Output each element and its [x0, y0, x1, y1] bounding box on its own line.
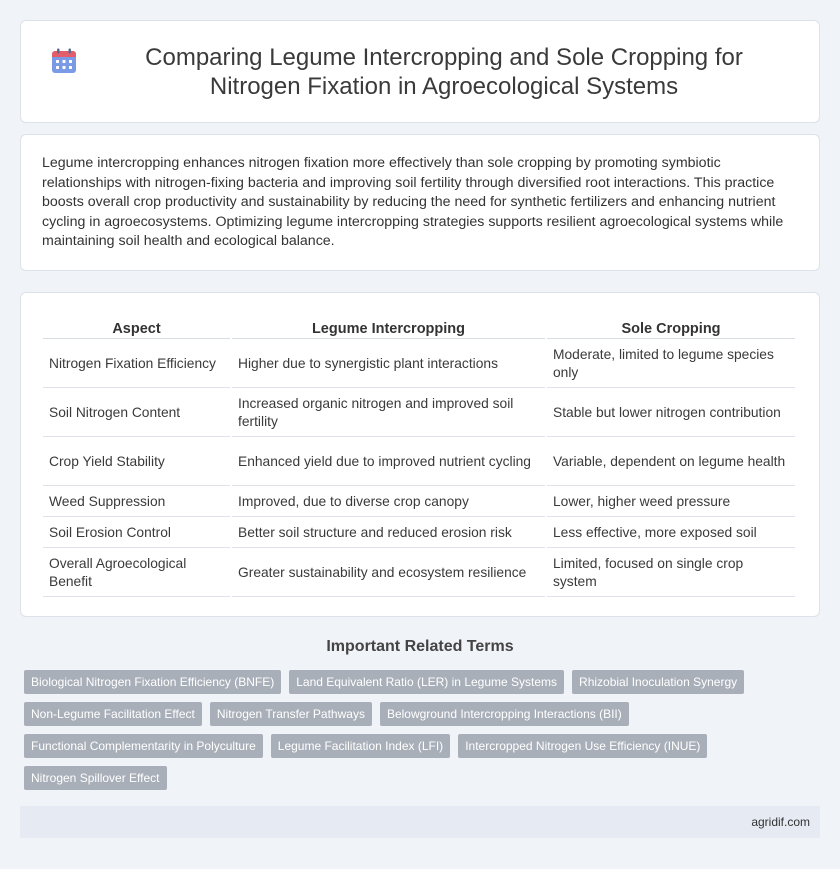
related-term-tag[interactable]: Biological Nitrogen Fixation Efficiency (BNFE)	[24, 670, 281, 694]
footer-site-link[interactable]: agridif.com	[751, 815, 810, 829]
table-cell: Less effective, more exposed soil	[547, 519, 795, 548]
table-cell: Overall Agroecological Benefit	[43, 550, 230, 597]
related-terms-title: Important Related Terms	[326, 638, 514, 655]
table-row	[43, 341, 795, 388]
header	[21, 21, 819, 122]
related-term-tag[interactable]: Land Equivalent Ratio (LER) in Legume Systems	[289, 670, 564, 694]
table-row	[43, 488, 795, 517]
related-term-tag[interactable]: Functional Complementarity in Polyculture	[24, 734, 263, 758]
related-term-tag[interactable]: Legume Facilitation Index (LFI)	[271, 734, 450, 758]
column-header-legume-intercropping: Legume Intercropping	[232, 317, 545, 339]
table-cell: Greater sustainability and ecosystem resilience	[232, 550, 545, 597]
table-row	[43, 439, 795, 486]
table-cell: Improved, due to diverse crop canopy	[232, 488, 545, 517]
table-row	[43, 390, 795, 437]
table-cell: Crop Yield Stability	[43, 439, 230, 486]
table-cell: Enhanced yield due to improved nutrient cycling	[232, 439, 545, 486]
header-card	[20, 20, 820, 123]
related-term-tag[interactable]: Belowground Intercropping Interactions (BII)	[380, 702, 629, 726]
table-header-row	[43, 317, 795, 339]
related-term-tag[interactable]: Rhizobial Inoculation Synergy	[572, 670, 744, 694]
table-cell: Soil Nitrogen Content	[43, 390, 230, 437]
related-term-tag[interactable]: Nitrogen Transfer Pathways	[210, 702, 372, 726]
column-header-aspect: Aspect	[43, 317, 230, 339]
table-cell: Weed Suppression	[43, 488, 230, 517]
table-row	[43, 550, 795, 597]
intro-paragraph: Legume intercropping enhances nitrogen fixation more effectively than sole cropping by promoting symbiotic relationships with nitrogen-fixing bacteria and improving soil fertility through diversified root interactions. This practice boosts overall crop productivity and sustainability by reducing the need for synthetic fertilizers and enhancing nutrient cycling in agroecosystems. Optimizing legume intercropping strategies supports resilient agroecological systems while maintaining soil health and ecological balance.	[42, 155, 784, 249]
table-cell: Variable, dependent on legume health	[547, 439, 795, 486]
calendar-icon	[51, 48, 77, 74]
table-cell: Lower, higher weed pressure	[547, 488, 795, 517]
table-cell: Increased organic nitrogen and improved soil fertility	[232, 390, 545, 437]
table-row	[43, 519, 795, 548]
table-cell: Nitrogen Fixation Efficiency	[43, 341, 230, 388]
table-cell: Soil Erosion Control	[43, 519, 230, 548]
table-cell: Higher due to synergistic plant interactions	[232, 341, 545, 388]
related-term-tag[interactable]: Intercropped Nitrogen Use Efficiency (INUE)	[458, 734, 707, 758]
footer	[20, 806, 820, 838]
table-cell: Moderate, limited to legume species only	[547, 341, 795, 388]
comparison-table-card	[20, 292, 820, 617]
table-cell: Stable but lower nitrogen contribution	[547, 390, 795, 437]
table-cell: Better soil structure and reduced erosion risk	[232, 519, 545, 548]
column-header-sole-cropping: Sole Cropping	[547, 317, 795, 339]
related-terms-list	[24, 670, 820, 798]
related-term-tag[interactable]: Nitrogen Spillover Effect	[24, 766, 167, 790]
intro-card	[20, 134, 820, 271]
table-cell: Limited, focused on single crop system	[547, 550, 795, 597]
related-term-tag[interactable]: Non-Legume Facilitation Effect	[24, 702, 202, 726]
comparison-table	[41, 315, 797, 599]
page-title: Comparing Legume Intercropping and Sole Cropping for Nitrogen Fixation in Agroecological Systems	[145, 43, 743, 100]
